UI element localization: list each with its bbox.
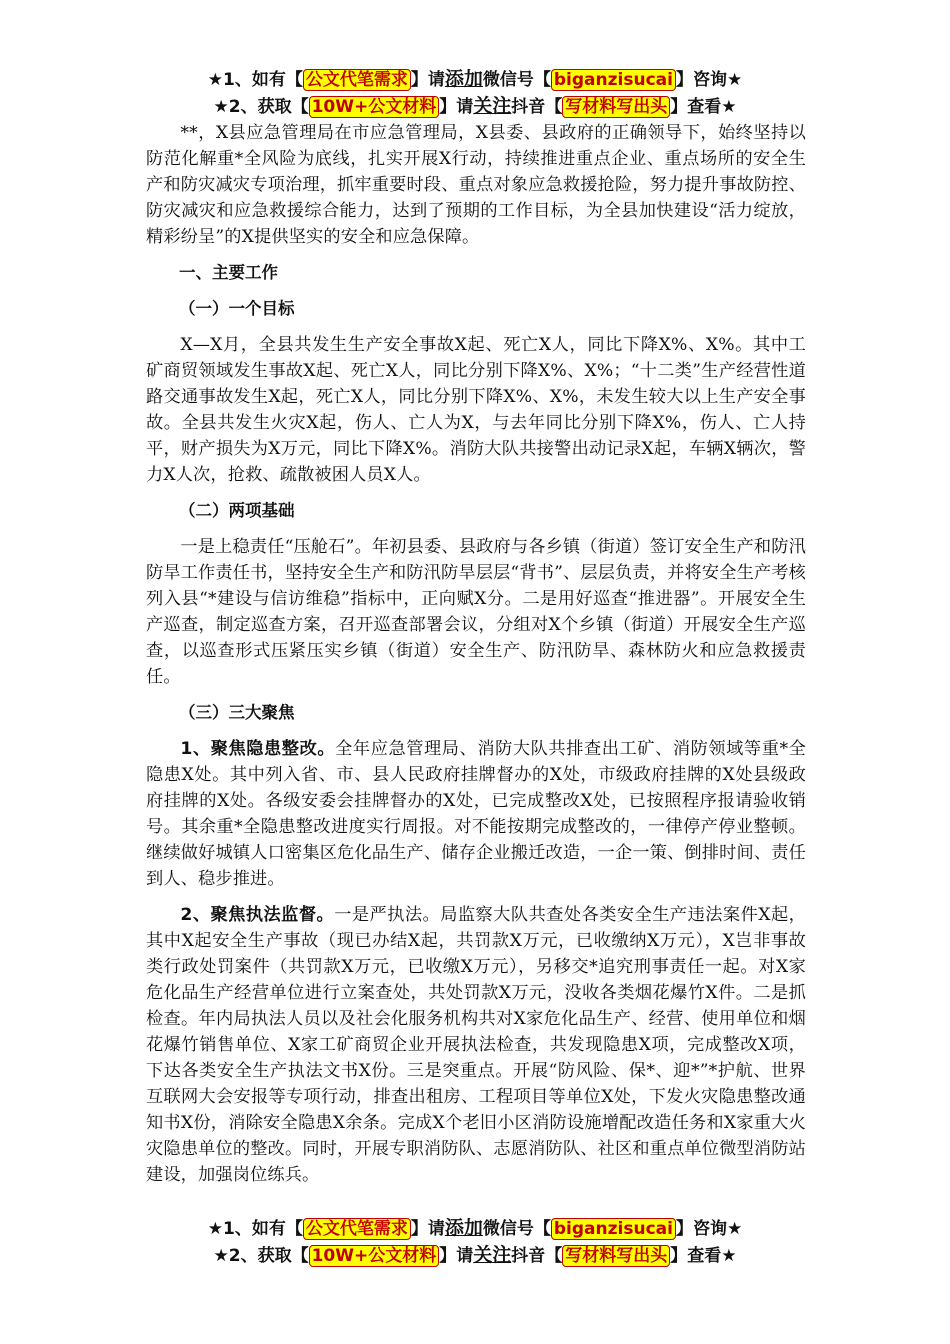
banner-emphasis: 添加	[444, 68, 483, 90]
banner-mid: 】请	[439, 1246, 474, 1266]
banner-mid: 微信号【	[482, 70, 551, 90]
banner-line-2	[170, 93, 780, 120]
body-paragraph	[146, 736, 806, 892]
banner-prefix: ★2、获取【	[213, 97, 309, 117]
item-lead: 1、聚焦隐患整改。	[180, 739, 336, 759]
intro-paragraph: **，X县应急管理局在市应急管理局，X县委、县政府的正确领导下，始终坚持以防范化解重*全风险为底线，扎实开展X行动，持续推进重点企业、重点场所的安全生产和防灾减灾专项治理，抓牢重要时段、重点对象应急救援抢险，努力提升事故防控、防灾减灾和应急救援综合能力，达到了预期的工作目标，为全县加快建设“活力绽放，精彩纷呈”的X提供坚实的安全和应急保障。	[146, 123, 806, 247]
banner-suffix: 】查看★	[670, 97, 737, 117]
banner-mid: 】请	[410, 70, 445, 90]
banner-suffix: 】咨询★	[675, 1219, 743, 1239]
subsection-heading: （二）两项基础	[179, 501, 295, 520]
item-lead: 2、聚焦执法监督。	[180, 905, 335, 925]
ad-banner-top	[170, 66, 780, 120]
banner-prefix: ★1、如有【	[207, 70, 303, 90]
banner-suffix: 】咨询★	[675, 70, 743, 90]
body-paragraph: X—X月，全县共发生生产安全事故X起、死亡X人，同比下降X%、X%。其中工矿商贸领域发生事故X起、死亡X人，同比分别下降X%、X%；“十二类”生产经营性道路交通事故发生X起，死亡X人，同比分别下降X%、X%，未发生较大以上生产安全事故。全县共发生火灾X起，伤人、亡人为X，与去年同比分别下降X%，伤人、亡人持平，财产损失为X万元，同比下降X%。消防大队共接警出动记录X起，车辆X辆次，警力X人次，抢救、疏散被困人员X人。	[146, 335, 806, 485]
banner-highlight: 10W+公文材料	[309, 96, 440, 118]
document-body	[146, 120, 806, 1198]
banner-highlight: 10W+公文材料	[309, 1245, 440, 1267]
ad-banner-bottom	[170, 1215, 780, 1269]
douyin-account-link[interactable]: 写材料写出头	[562, 96, 670, 118]
banner-mid: 抖音【	[511, 97, 563, 117]
item-text: 全年应急管理局、消防大队共排查出工矿、消防领域等重*全隐患X处。其中列入省、市、县人民政府挂牌督办的X处，市级政府挂牌的X处县级政府挂牌的X处。各级安委会挂牌督办的X处，已完成整改X处，已按照程序报请验收销号。其余重*全隐患整改进度实行周报。对不能按期完成整改的，一律停产停业整顿。继续做好城镇人口密集区危化品生产、储存企业搬迁改造，一企一策、倒排时间、责任到人、稳步推进。	[146, 739, 807, 889]
douyin-account-link[interactable]: 写材料写出头	[562, 1245, 670, 1267]
banner-emphasis: 关注	[473, 95, 512, 117]
banner-suffix: 】查看★	[670, 1246, 737, 1266]
banner-emphasis: 关注	[473, 1244, 512, 1266]
wechat-id-link[interactable]: biganzisucai	[551, 1218, 676, 1240]
banner-line-2	[170, 1242, 780, 1269]
banner-highlight: 公文代笔需求	[303, 1218, 411, 1240]
banner-line-1	[170, 1215, 780, 1242]
banner-line-1	[170, 66, 780, 93]
subsection-heading: （三）三大聚焦	[179, 703, 295, 722]
item-text: 一是严执法。局监察大队共查处各类安全生产违法案件X起，其中X起安全生产事故（现已办结X起，共罚款X万元，已收缴纳X万元），X岂非事故类行政处罚案件（共罚款X万元，已收缴X万元），另移交*追究刑事责任一起。对X家危化品生产经营单位进行立案查处，共处罚款X万元，没收各类烟花爆竹X件。二是抓检查。年内局执法人员以及社会化服务机构共对X家危化品生产、经营、使用单位和烟花爆竹销售单位、X家工矿商贸企业开展执法检查，共发现隐患X项，完成整改X项，下达各类安全生产执法文书X份。三是突重点。开展“防风险、保*、迎*”*护航、世界互联网大会安报等专项行动，排查出租房、工程项目等单位X处，下发火灾隐患整改通知书X份，消除安全隐患X余条。完成X个老旧小区消防设施增配改造任务和X家重大火灾隐患单位的整改。同时，开展专职消防队、志愿消防队、社区和重点单位微型消防站建设，加强岗位练兵。	[146, 905, 807, 1185]
banner-emphasis: 添加	[444, 1217, 483, 1239]
body-paragraph	[146, 902, 806, 1188]
banner-mid: 微信号【	[482, 1219, 551, 1239]
body-paragraph: 一是上稳责任“压舱石”。年初县委、县政府与各乡镇（街道）签订安全生产和防汛防旱工作责任书，坚持安全生产和防汛防旱层层“背书”、层层负责，并将安全生产考核列入县“*建设与信访维稳”指标中，正向赋X分。二是用好巡查“推进器”。开展安全生产巡查，制定巡查方案，召开巡查部署会议，分组对X个乡镇（街道）开展安全生产巡查，以巡查形式压紧压实乡镇（街道）安全生产、防汛防旱、森林防火和应急救援责任。	[146, 537, 806, 687]
banner-mid: 抖音【	[511, 1246, 563, 1266]
banner-highlight: 公文代笔需求	[303, 69, 411, 91]
banner-prefix: ★1、如有【	[207, 1219, 303, 1239]
wechat-id-link[interactable]: biganzisucai	[551, 69, 676, 91]
subsection-heading: （一）一个目标	[179, 299, 295, 318]
section-heading: 一、主要工作	[179, 263, 278, 282]
banner-mid: 】请	[410, 1219, 445, 1239]
banner-prefix: ★2、获取【	[213, 1246, 309, 1266]
banner-mid: 】请	[439, 97, 474, 117]
